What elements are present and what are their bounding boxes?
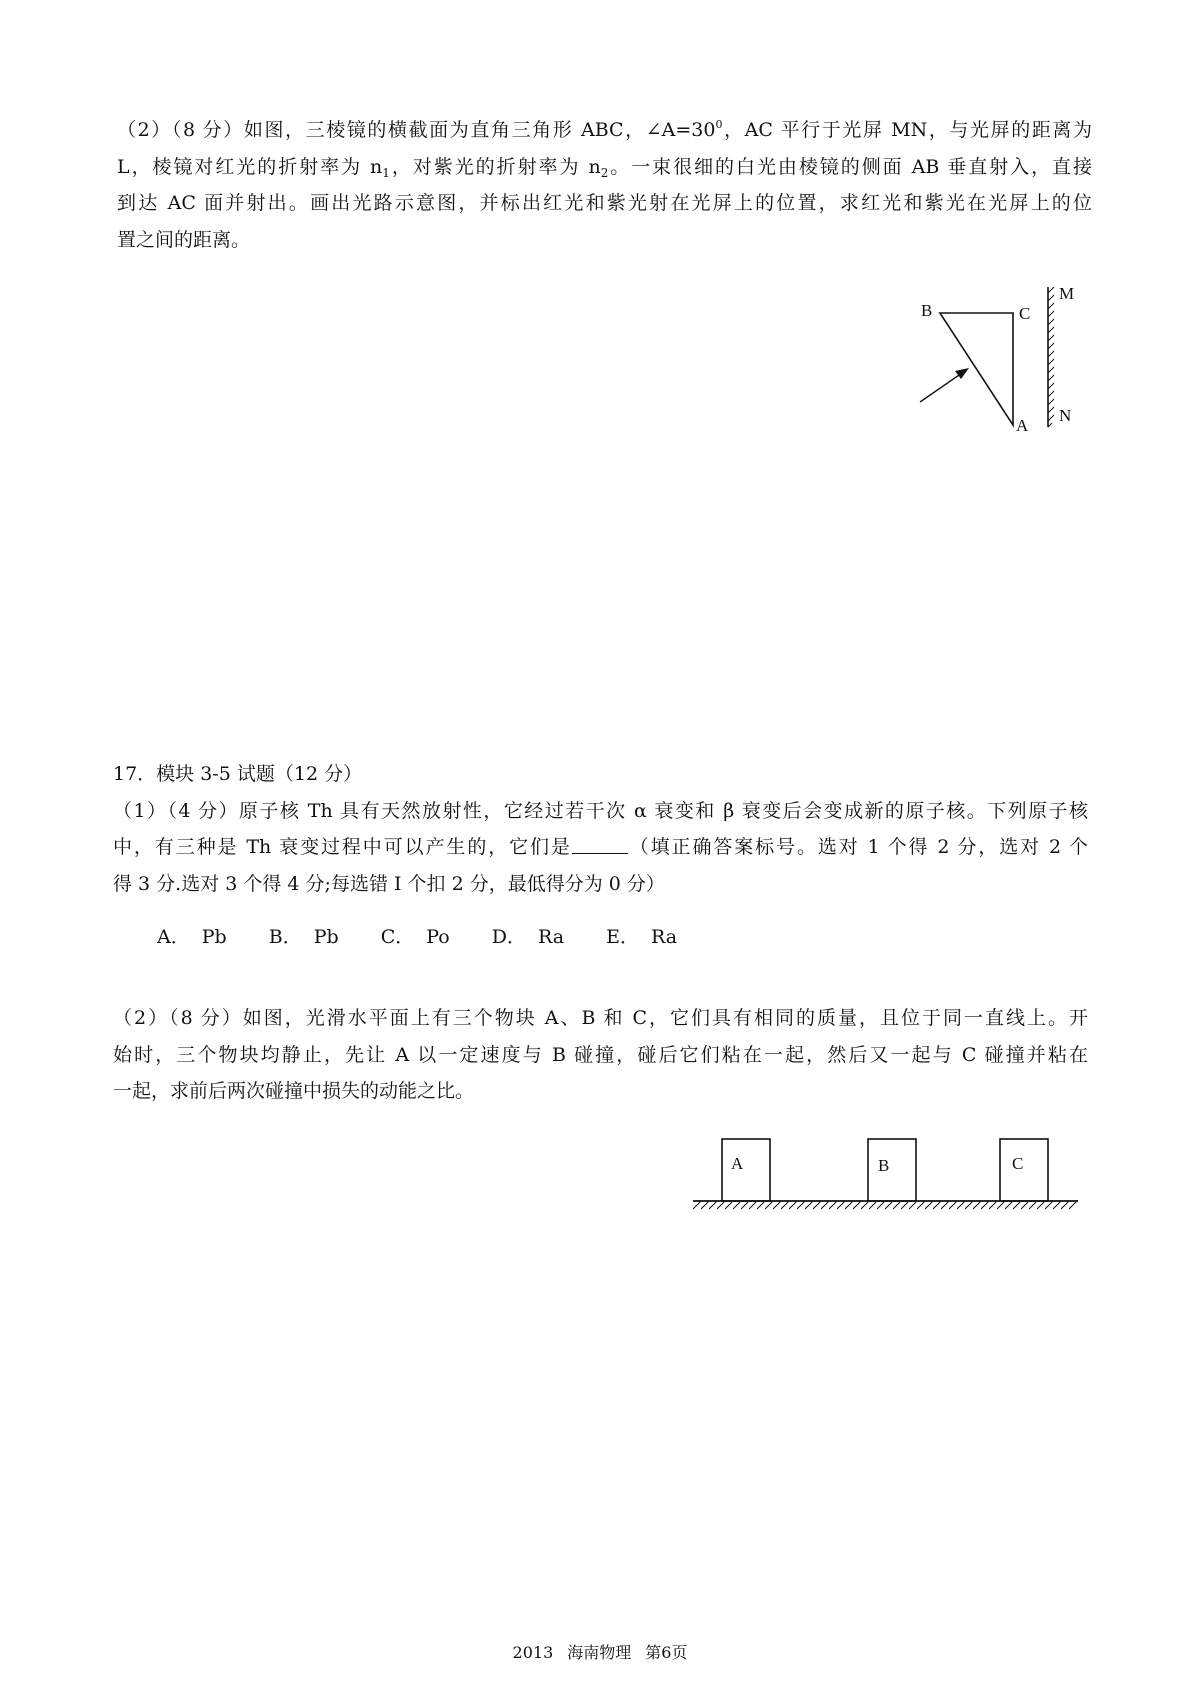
option-d[interactable]: D． Ra (491, 926, 565, 948)
prism-label-c: C (1019, 304, 1031, 323)
page-footer (0, 1640, 1200, 1663)
q17-part1-line-3: 得 3 分.选对 3 个得 4 分;每选错 I 个扣 2 分，最低得分为 0 分） (113, 872, 665, 895)
block-a (722, 1139, 770, 1201)
screen-hatching (1048, 287, 1054, 427)
ground-hatching (693, 1201, 1077, 1209)
option-b[interactable]: B． Pb (268, 926, 339, 948)
q17-part1-line-2: 中，有三种是 Th 衰变过程中可以产生的，它们是 （填正确答案标号。选对 1 个得 2 分，选对 2 个 (113, 836, 1088, 858)
q16-line-2: L，棱镜对红光的折射率为 $n_1$，对紫光的折射率为 $n_2$。一束很细的白光由棱镜的侧面 AB 垂直射入，直接 (117, 155, 1092, 180)
q17-part2-line-3: 一起，求前后两次碰撞中损失的动能之比。 (113, 1080, 475, 1102)
q17-heading: 17．模块 3-5 试题（12 分） (113, 763, 363, 785)
incident-ray-arrow (955, 368, 969, 379)
answer-blank[interactable] (572, 837, 628, 854)
footer-year: 2013 (512, 1643, 554, 1662)
screen-label-m: M (1059, 285, 1075, 303)
option-c[interactable]: C． Po (380, 926, 450, 948)
block-c (1000, 1139, 1048, 1201)
q17-part1-line-1: （1）（4 分）原子核 Th 具有天然放射性，它经过若干次 α 衰变和 β 衰变后会变成新的原子核。下列原子核 (113, 799, 1088, 822)
blocks-figure (688, 1135, 1084, 1225)
footer-subject: 海南物理 (567, 1643, 632, 1662)
block-b (868, 1139, 916, 1201)
option-a[interactable]: A． Pb (157, 926, 227, 948)
prism-label-a: A (1016, 416, 1029, 435)
q16-part2-text (117, 112, 1092, 258)
block-label-b: B (878, 1156, 890, 1175)
prism-figure (915, 285, 1095, 435)
block-label-c: C (1012, 1154, 1024, 1173)
q17-options (157, 922, 677, 949)
footer-page-number: 第6页 (645, 1643, 688, 1662)
prism-label-b: B (921, 301, 933, 320)
prism-triangle (940, 313, 1013, 425)
q17-part2-line-2: 始时，三个物块均静止，先让 A 以一定速度与 B 碰撞，碰后它们粘在一起，然后又一起与 C 碰撞并粘在 (113, 1043, 1088, 1066)
option-e[interactable]: E． Ra (606, 926, 678, 948)
screen-label-n: N (1059, 406, 1072, 425)
block-label-a: A (731, 1154, 744, 1173)
q16-line-3: 到达 AC 面并射出。画出光路示意图，并标出红光和紫光射在光屏上的位置，求红光和紫光在光屏上的位 (117, 192, 1092, 214)
q17-part2-line-1: （2）（8 分）如图，光滑水平面上有三个物块 A、B 和 C，它们具有相同的质量，且位于同一直线上。开 (113, 1007, 1088, 1029)
incident-ray (920, 373, 962, 402)
q16-line-1: （2）（8 分）如图，三棱镜的横截面为直角三角形 ABC，$\angle A=30^0$，AC 平行于光屏 MN，与光屏的距离为 (117, 118, 1092, 141)
q17-part2-text (113, 1000, 1088, 1110)
q17-part1-text (113, 756, 1088, 902)
q16-line-4: 置之间的距离。 (117, 228, 251, 251)
